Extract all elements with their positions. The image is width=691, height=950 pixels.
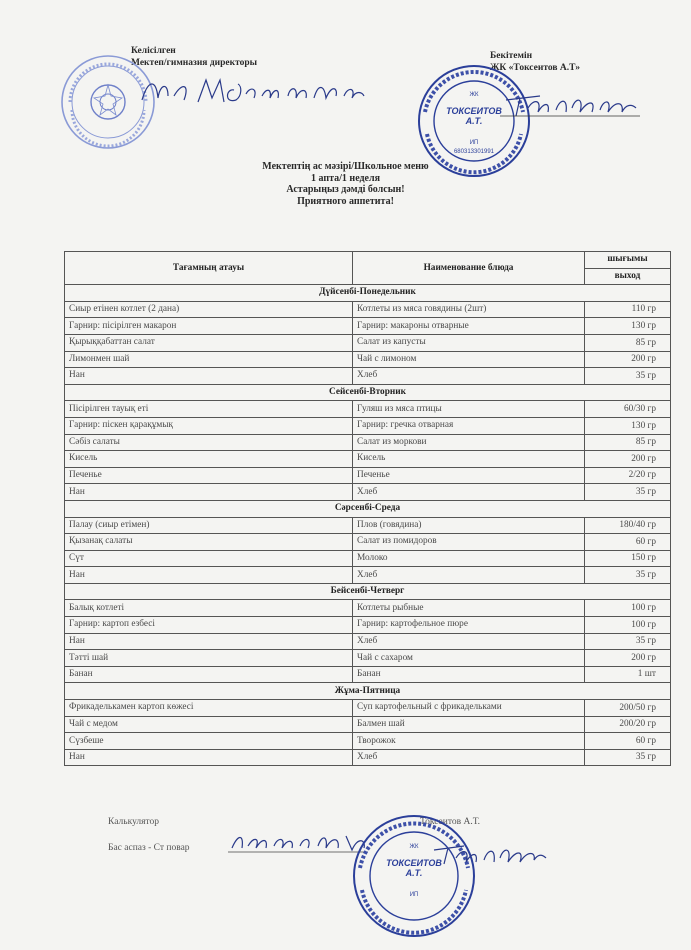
dish-kz: Печенье <box>65 467 353 484</box>
director-signature-icon <box>138 74 368 110</box>
day-name: Сәрсенбі-Среда <box>65 500 671 517</box>
dish-output: 200 гр <box>585 650 671 667</box>
stamp-bottom-label: ИП <box>469 140 479 146</box>
entrepreneur-signature-icon <box>500 86 640 120</box>
dish-output: 35 гр <box>585 484 671 501</box>
stamp-top-label: ЖК <box>469 92 479 98</box>
dish-kz: Нан <box>65 749 353 766</box>
header-output-kz: шығымы <box>585 252 671 269</box>
table-row <box>65 617 671 634</box>
table-row <box>65 534 671 551</box>
table-row <box>65 351 671 368</box>
dish-ru: Салат из капусты <box>353 334 585 351</box>
table-row <box>65 666 671 683</box>
confirm-label: Бекітемін <box>490 51 533 61</box>
table-row <box>65 517 671 534</box>
dish-kz: Сүзбеше <box>65 733 353 750</box>
dish-ru: Хлеб <box>353 749 585 766</box>
dish-output: 130 гр <box>585 417 671 434</box>
table-row <box>65 434 671 451</box>
table-row <box>65 368 671 385</box>
dish-output: 200 гр <box>585 451 671 468</box>
dish-output: 35 гр <box>585 749 671 766</box>
dish-ru: Суп картофельный с фрикадельками <box>353 700 585 717</box>
table-row <box>65 600 671 617</box>
table-row <box>65 401 671 418</box>
table-row <box>65 749 671 766</box>
dish-kz: Сүт <box>65 550 353 567</box>
dish-ru: Салат из помидоров <box>353 534 585 551</box>
dish-kz: Лимонмен шай <box>65 351 353 368</box>
day-row <box>65 583 671 600</box>
dish-ru: Гарнир: картофельное пюре <box>353 617 585 634</box>
dish-output: 60 гр <box>585 534 671 551</box>
dish-ru: Банан <box>353 666 585 683</box>
table-row <box>65 550 671 567</box>
dish-ru: Котлеты из мяса говядины (2шт) <box>353 301 585 318</box>
bottom-stamp-top: ЖК <box>409 844 419 850</box>
dish-output: 110 гр <box>585 301 671 318</box>
table-row <box>65 733 671 750</box>
dish-ru: Чай с сахаром <box>353 650 585 667</box>
calculator-name: Токсеитов А.Т. <box>420 817 480 827</box>
entrepreneur-name: ЖК «Токсеитов А.Т» <box>490 63 580 73</box>
table-row <box>65 417 671 434</box>
header-kz: Тағамның атауы <box>65 252 353 285</box>
day-row <box>65 500 671 517</box>
table-row <box>65 567 671 584</box>
table-row <box>65 451 671 468</box>
day-name: Сейсенбі-Вторник <box>65 384 671 401</box>
header-ru: Наименование блюда <box>353 252 585 285</box>
dish-ru: Гуляш из мяса птицы <box>353 401 585 418</box>
bottom-stamp-name: ТОКСЕИТОВ А.Т. <box>386 858 442 878</box>
chef-label: Бас аспаз - Ст повар <box>108 843 190 853</box>
dish-output: 130 гр <box>585 318 671 335</box>
title-line-3: Астарыңыз дәмді болсын! <box>286 184 405 195</box>
dish-ru: Хлеб <box>353 368 585 385</box>
table-row <box>65 716 671 733</box>
dish-kz: Нан <box>65 633 353 650</box>
dish-output: 60 гр <box>585 733 671 750</box>
dish-ru: Кисель <box>353 451 585 468</box>
table-row <box>65 467 671 484</box>
dish-kz: Гарнир: пісірілген макарон <box>65 318 353 335</box>
dish-output: 60/30 гр <box>585 401 671 418</box>
day-name: Жұма-Пятница <box>65 683 671 700</box>
dish-output: 85 гр <box>585 434 671 451</box>
day-name: Дүйсенбі-Понедельник <box>65 285 671 302</box>
dish-output: 200/50 гр <box>585 700 671 717</box>
dish-output: 2/20 гр <box>585 467 671 484</box>
dish-kz: Қырыққабаттан салат <box>65 334 353 351</box>
dish-output: 150 гр <box>585 550 671 567</box>
dish-kz: Фрикаделькамен картоп көжесі <box>65 700 353 717</box>
bottom-signature-icon <box>430 838 550 866</box>
dish-ru: Чай с лимоном <box>353 351 585 368</box>
director-title: Мектеп/гимназия директоры <box>131 58 258 68</box>
day-row <box>65 683 671 700</box>
dish-kz: Қызанақ салаты <box>65 534 353 551</box>
table-row <box>65 700 671 717</box>
dish-kz: Пісірілген тауық еті <box>65 401 353 418</box>
table-row <box>65 650 671 667</box>
dish-ru: Хлеб <box>353 567 585 584</box>
dish-kz: Гарнир: картоп езбесі <box>65 617 353 634</box>
dish-ru: Хлеб <box>353 484 585 501</box>
header-output-ru: выход <box>585 268 671 285</box>
dish-kz: Чай с медом <box>65 716 353 733</box>
dish-kz: Банан <box>65 666 353 683</box>
dish-output: 85 гр <box>585 334 671 351</box>
dish-output: 1 шт <box>585 666 671 683</box>
stamp-text-block <box>442 92 506 155</box>
table-row <box>65 318 671 335</box>
day-name: Бейсенбі-Четверг <box>65 583 671 600</box>
dish-output: 35 гр <box>585 633 671 650</box>
menu-title <box>0 161 691 207</box>
approved-label: Келісілген <box>131 46 176 56</box>
table-row <box>65 301 671 318</box>
title-line-2: 1 апта/1 неделя <box>310 172 381 184</box>
dish-ru: Салат из моркови <box>353 434 585 451</box>
title-line-1: Мектептің ас мәзірі/Школьное меню <box>262 161 429 172</box>
calculator-label: Калькулятор <box>108 817 160 827</box>
dish-ru: Балмен шай <box>353 716 585 733</box>
dish-output: 180/40 гр <box>585 517 671 534</box>
dish-output: 100 гр <box>585 617 671 634</box>
dish-kz: Балық котлеті <box>65 600 353 617</box>
dish-kz: Сиыр етінен котлет (2 дана) <box>65 301 353 318</box>
day-row <box>65 384 671 401</box>
menu-table <box>64 251 671 766</box>
dish-ru: Плов (говядина) <box>353 517 585 534</box>
dish-ru: Котлеты рыбные <box>353 600 585 617</box>
table-header-row <box>65 252 671 269</box>
table-row <box>65 633 671 650</box>
dish-kz: Тәтті шай <box>65 650 353 667</box>
title-line-4: Приятного аппетита! <box>297 195 394 207</box>
dish-ru: Печенье <box>353 467 585 484</box>
dish-output: 100 гр <box>585 600 671 617</box>
dish-ru: Гарнир: макароны отварные <box>353 318 585 335</box>
table-row <box>65 484 671 501</box>
dish-ru: Творожок <box>353 733 585 750</box>
dish-kz: Сәбіз салаты <box>65 434 353 451</box>
dish-kz: Нан <box>65 368 353 385</box>
dish-output: 200/20 гр <box>585 716 671 733</box>
dish-kz: Нан <box>65 567 353 584</box>
table-row <box>65 334 671 351</box>
dish-kz: Палау (сиыр етімен) <box>65 517 353 534</box>
stamp-center-name: ТОКСЕИТОВ А.Т. <box>446 106 502 126</box>
stamp-number: 680313301991 <box>453 149 495 155</box>
dish-kz: Гарнир: піскен қарақұмық <box>65 417 353 434</box>
day-row <box>65 285 671 302</box>
dish-kz: Нан <box>65 484 353 501</box>
dish-output: 35 гр <box>585 567 671 584</box>
bottom-stamp-bottom: ИП <box>409 892 419 898</box>
dish-kz: Кисель <box>65 451 353 468</box>
dish-output: 35 гр <box>585 368 671 385</box>
dish-ru: Гарнир: гречка отварная <box>353 417 585 434</box>
dish-output: 200 гр <box>585 351 671 368</box>
dish-ru: Хлеб <box>353 633 585 650</box>
dish-ru: Молоко <box>353 550 585 567</box>
